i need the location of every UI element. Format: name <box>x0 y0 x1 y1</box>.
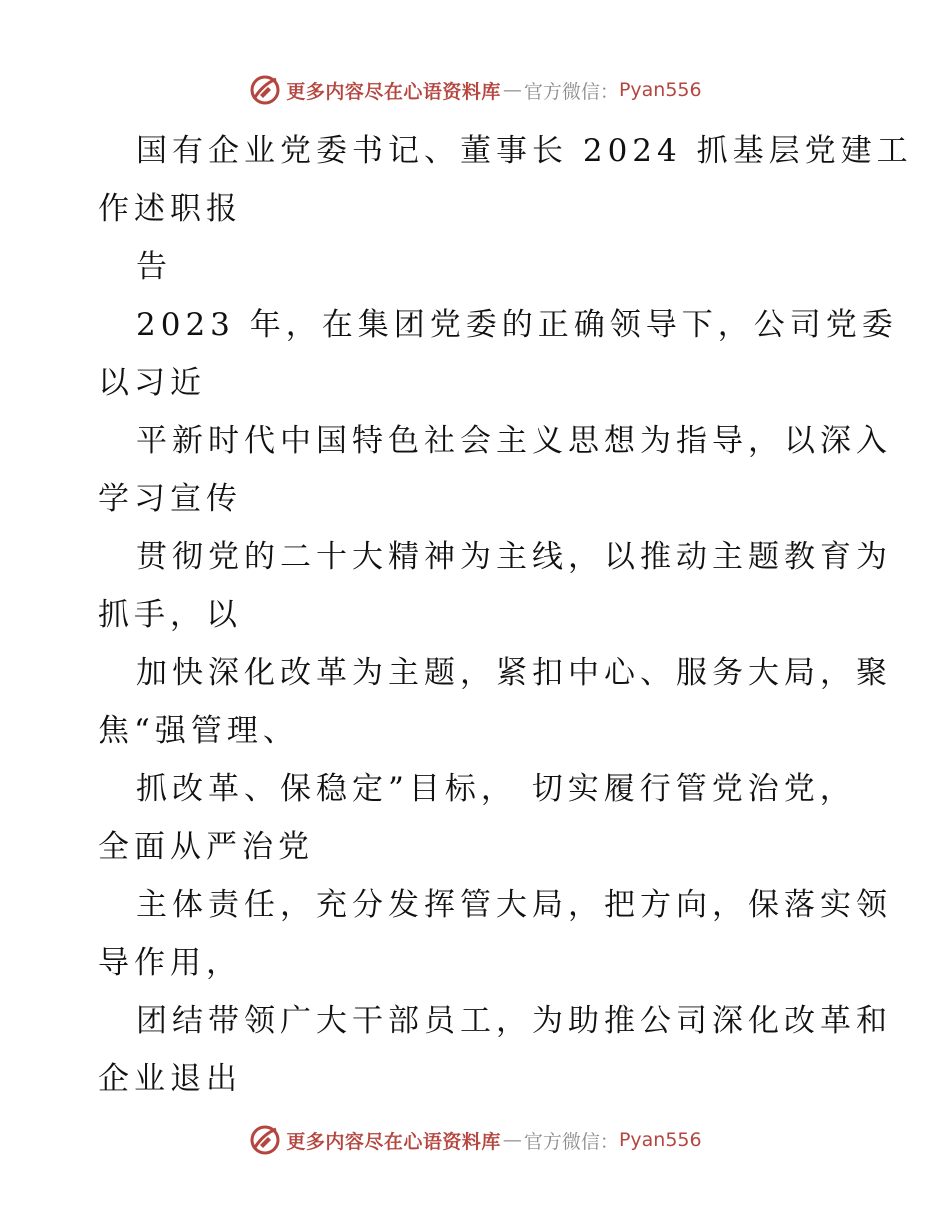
text-line: 焦“强管理、 <box>98 713 299 749</box>
document-body <box>98 122 913 1108</box>
pen-logo-icon <box>248 1123 282 1157</box>
watermark-main-text: 更多内容尽在心语资料库 <box>286 80 501 103</box>
text-line: 主体责任，充分发挥管大局，把方向，保落实领 <box>136 887 892 923</box>
text-line: 国有企业党委书记、董事长 2024 抓基层党建工 <box>136 133 913 169</box>
watermark-label: 官方微信 <box>523 1130 600 1153</box>
header-watermark <box>0 70 950 110</box>
text-line: 加快深化改革为主题，紧扣中心、服务大局，聚 <box>136 655 892 691</box>
text-line: 告 <box>136 249 172 285</box>
text-line: 2023 年，在集团党委的正确领导下，公司党委 <box>136 307 898 343</box>
text-line: 作述职报 <box>98 191 242 227</box>
text-line: 贯彻党的二十大精神为主线，以推动主题教育为 <box>136 539 892 575</box>
watermark-wechat-id: Pyan556 <box>618 1129 702 1151</box>
text-line: 以习近 <box>98 365 206 401</box>
text-line: 抓改革、保稳定”目标， 切实履行管党治党， <box>136 771 856 807</box>
watermark-dash: — <box>502 1129 522 1151</box>
text-line: 企业退出 <box>98 1061 242 1097</box>
text-line: 平新时代中国特色社会主义思想为指导，以深入 <box>136 423 892 459</box>
pen-logo-icon <box>248 73 282 107</box>
text-line: 团结带领广大干部员工，为助推公司深化改革和 <box>136 1003 892 1039</box>
text-line: 导作用， <box>98 945 242 981</box>
text-line: 全面从严治党 <box>98 829 314 865</box>
text-line: 学习宣传 <box>98 481 242 517</box>
footer-watermark <box>0 1120 950 1160</box>
watermark-label: 官方微信 <box>523 80 600 103</box>
watermark-dash: — <box>502 79 522 101</box>
watermark-colon: ： <box>599 80 619 103</box>
watermark-main-text: 更多内容尽在心语资料库 <box>286 1130 501 1153</box>
text-line: 抓手，以 <box>98 597 242 633</box>
watermark-wechat-id: Pyan556 <box>618 79 702 101</box>
watermark-colon: ： <box>599 1130 619 1153</box>
